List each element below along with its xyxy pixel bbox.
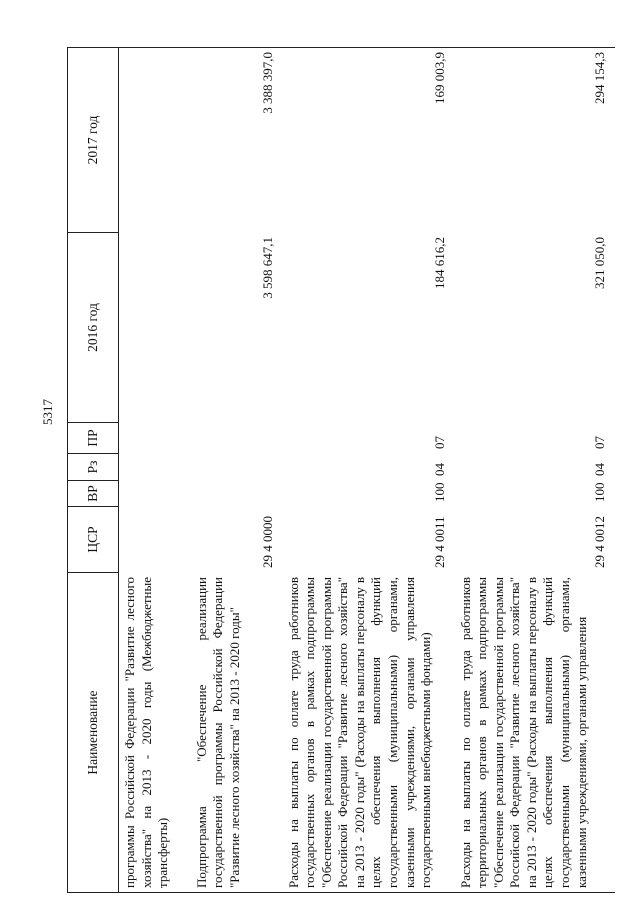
row-rz <box>191 454 283 481</box>
row-2017: 169 003,9 <box>283 48 455 233</box>
budget-table <box>67 47 615 893</box>
row-2016: 3 598 647,1 <box>259 237 275 299</box>
row-csr: 29 4 0000 <box>259 516 275 568</box>
table-row <box>455 48 615 893</box>
row-2017: 3 388 397,0 <box>191 48 283 233</box>
row-name: программы Российской Федерации "Развитие лесного хозяйства" на 2013 - 2020 годы (Межбюджетные трансферты) <box>119 573 191 893</box>
row-vr: 100 <box>591 482 607 502</box>
header-csr: ЦСР <box>68 507 119 573</box>
header-2017: 2017 год <box>68 48 119 233</box>
row-vr: 100 <box>431 482 447 502</box>
row-2017: 294 154,3 <box>455 48 615 233</box>
row-pr <box>191 423 283 454</box>
row-csr: 29 4 0011 <box>431 516 447 568</box>
row-pr: 07 <box>431 436 447 449</box>
row-rz: 04 <box>431 463 447 476</box>
row-name: Расходы на выплаты по оплате труда работников территориальных органов в рамках подпрограммы "Обеспечение реализации государственной программы Российской Федерации "Развитие лесного хозяйства" на 2013 - 2020 годы" (Расходы на выплаты персоналу в целях обеспечения выполнения функций государственными (муниципальными) органами, казенными учреждениями, органами управления <box>455 573 615 893</box>
row-rz: 04 <box>591 463 607 476</box>
header-pr: ПР <box>68 423 119 454</box>
row-2016: 184 616,2 <box>431 237 447 289</box>
row-pr <box>119 423 191 454</box>
row-csr <box>119 507 191 573</box>
row-2016 <box>119 233 191 423</box>
row-csr: 29 4 0012 <box>591 516 607 568</box>
row-2016: 321 050,0 <box>591 237 607 289</box>
header-name: Наименование <box>68 573 119 893</box>
header-2016: 2016 год <box>68 233 119 423</box>
row-pr: 07 <box>591 436 607 449</box>
rotated-page <box>67 48 612 893</box>
row-name: Расходы на выплаты по оплате труда работников государственных органов в рамках подпрограммы "Обеспечение реализации государственной программы Российской Федерации "Развитие лесного хозяйства" на 2013 - 2020 годы" (Расходы на выплаты персоналу в целях обеспечения выполнения функций государственными (муниципальными) органами, казенными учреждениями, органами управления государственными внебюджетными фондами) <box>283 573 455 893</box>
row-2017 <box>119 48 191 233</box>
table-row <box>119 48 191 893</box>
page-number: 5317 <box>40 399 55 425</box>
row-name: Подпрограмма "Обеспечение реализации государственной программы Российской Федерации "Развитие лесного хозяйства" на 2013 - 2020 годы" <box>191 573 283 893</box>
header-row <box>68 48 119 893</box>
header-vr: ВР <box>68 481 119 507</box>
table-row <box>191 48 283 893</box>
table-row <box>283 48 455 893</box>
row-rz <box>119 454 191 481</box>
header-rz: Рз <box>68 454 119 481</box>
row-vr <box>119 481 191 507</box>
row-vr <box>191 481 283 507</box>
